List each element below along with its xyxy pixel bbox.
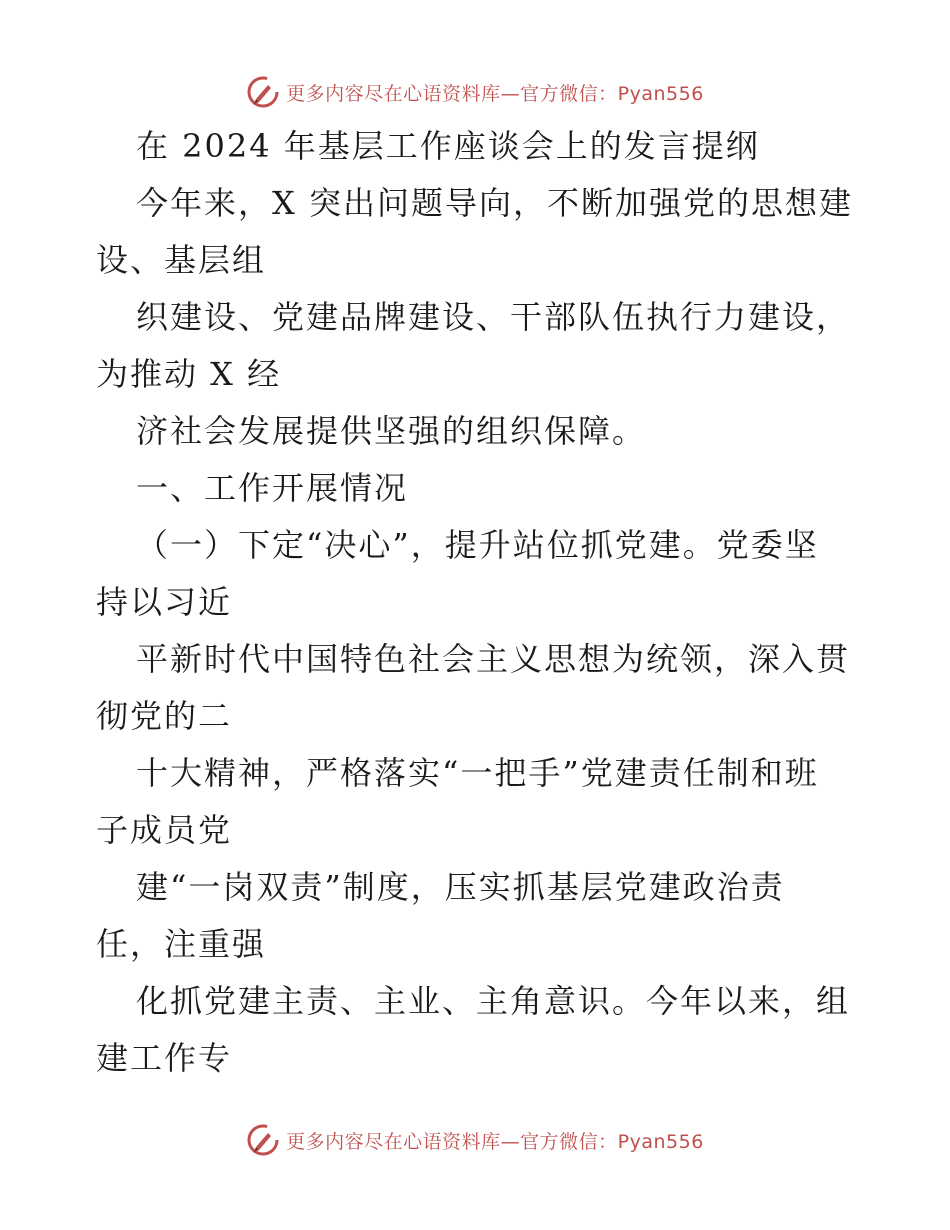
paragraph-line: 织建设、党建品牌建设、干部队伍执行力建设， [136,298,851,336]
paragraph-line: 平新时代中国特色社会主义思想为统领，深入贯 [136,640,851,678]
pen-swirl-icon [246,1123,280,1157]
paragraph-line: 建工作专 [96,1039,233,1077]
pen-swirl-icon [246,75,280,109]
paragraph-line: 建“一岗双责”制度，压实抓基层党建政治责 [136,868,785,906]
paragraph-line: 十大精神，严格落实“一把手”党建责任制和班 [136,754,819,792]
paragraph-line: 一、工作开展情况 [136,469,409,507]
paragraph-line: 化抓党建主责、主业、主角意识。今年以来，组 [136,982,851,1020]
paragraph-line: 为推动 X 经 [96,355,282,393]
paragraph-line: 设、基层组 [96,241,267,279]
watermark-text: 更多内容尽在心语资料库—官方微信：Pyan556 [286,1130,704,1153]
paragraph-line: 持以习近 [96,583,233,621]
paragraph-line: 今年来，X 突出问题导向，不断加强党的思想建 [136,184,853,222]
watermark-header [0,72,950,112]
document-body [96,118,856,1087]
paragraph-line: 任，注重强 [96,925,267,963]
watermark-footer [0,1120,950,1160]
watermark-text: 更多内容尽在心语资料库—官方微信：Pyan556 [286,82,704,105]
document-title: 在 2024 年基层工作座谈会上的发言提纲 [136,127,760,165]
paragraph-line: 彻党的二 [96,697,233,735]
paragraph-line: 济社会发展提供坚强的组织保障。 [136,412,647,450]
paragraph-line: （一）下定“决心”，提升站位抓党建。党委坚 [136,526,819,564]
paragraph-line: 子成员党 [96,811,233,849]
